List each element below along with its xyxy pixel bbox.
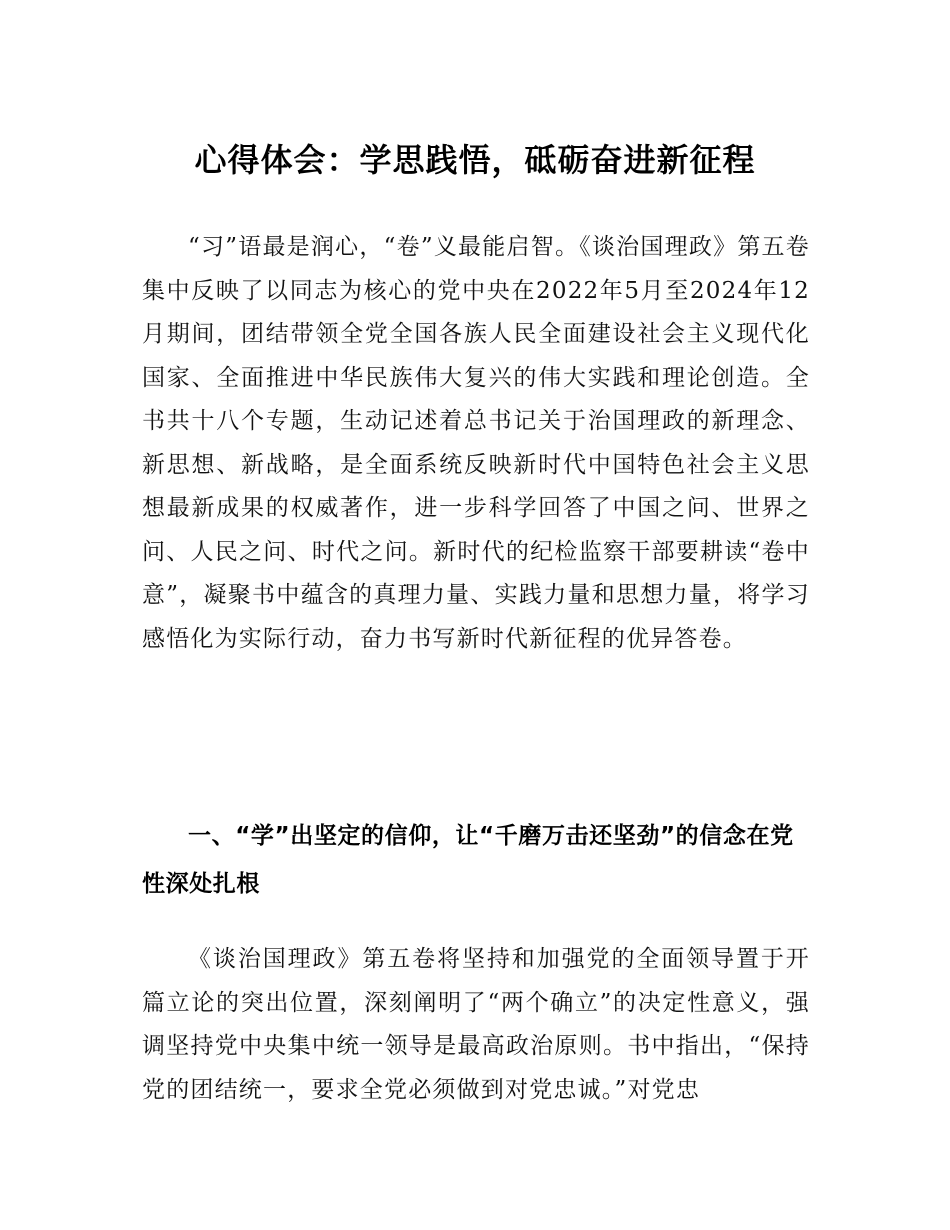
section-heading-1: 一、“学”出坚定的信仰，让“千磨万击还坚劲”的信念在党性深处扎根 xyxy=(142,823,794,897)
section-1-paragraph: 《谈治国理政》第五卷将坚持和加强党的全面领导置于开篇立论的突出位置，深刻阐明了“两个确立”的决定性意义，强调坚持党中央集中统一领导是最高政治原则。书中指出，“保持党的团结统一，要求全党必须做到对党忠诚。”对党忠 xyxy=(142,946,810,1103)
document-title: 心得体会：学思践悟，砥砺奋进新征程 xyxy=(194,141,756,180)
intro-paragraph: “习”语最是润心，“卷”义最能启智。《谈治国理政》第五卷集中反映了以同志为核心的党中央在2022年5月至2024年12月期间，团结带领全党全国各族人民全面建设社会主义现代化国家、全面推进中华民族伟大复兴的伟大实践和理论创造。全书共十八个专题，生动记述着总书记关于治国理政的新理念、新思想、新战略，是全面系统反映新时代中国特色社会主义思想最新成果的权威著作，进一步科学回答了中国之问、世界之问、人民之问、时代之问。新时代的纪检监察干部要耕读“卷中意”，凝聚书中蕴含的真理力量、实践力量和思想力量，将学习感悟化为实际行动，奋力书写新时代新征程的优异答卷。 xyxy=(142,234,810,652)
